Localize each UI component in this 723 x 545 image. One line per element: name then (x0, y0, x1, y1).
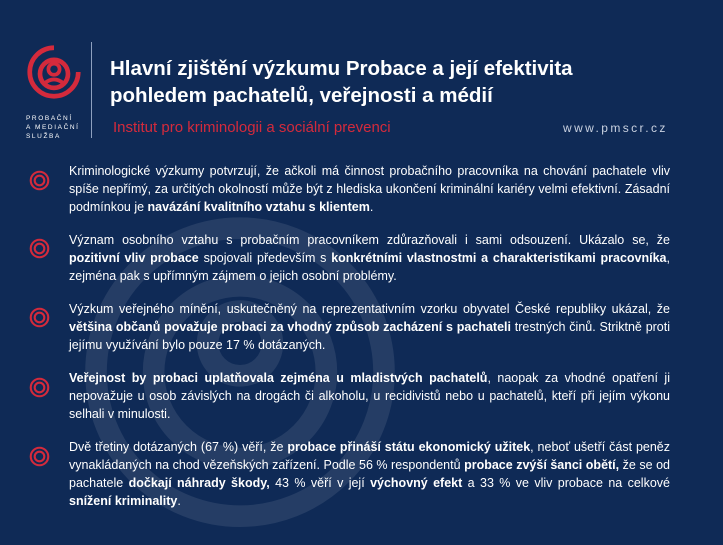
bullet-logo-icon (29, 446, 50, 467)
header-divider (91, 42, 92, 138)
finding-text: , zejména pak s upřímným zájmem o jejich osobní problémy. (69, 251, 670, 283)
finding-highlight: Veřejnost by probaci uplatňovala zejména u mladistvých pachatelů (69, 371, 488, 385)
finding-paragraph (69, 231, 670, 285)
institute-name: Institut pro kriminologii a sociální prevenci (113, 119, 391, 136)
finding-paragraph (69, 438, 670, 510)
finding-paragraph (69, 300, 670, 354)
logo-text: PROBAČNÍ A MEDIAČNÍ SLUŽBA (26, 115, 80, 140)
bullet-logo-icon (29, 170, 50, 191)
finding-text: . (369, 200, 374, 214)
finding-text: Výzkum veřejného mínění, uskutečněný na reprezentativním vzorku obyvatel České republiky ukázal, že (69, 302, 670, 316)
bullet-logo-icon (29, 307, 50, 328)
finding-paragraph (69, 162, 670, 216)
finding-text: , naopak za vhodné opatření ji nepovažuje u osob závislých na drogách či alkoholu, u recidivistů nebo u pachatelů, kteří při jejím výkonu selhali v minulosti. (69, 371, 670, 421)
finding-text: , neboť ušetří část peněz vynakládaných na chod vězeňských zařízení. Podle 56 % respondentů (69, 440, 671, 472)
finding-text: Kriminologické výzkumy potvrzují, že ačkoli má činnost probačního pracovníka na chování pachatele vliv spíše nepřímý, za určitých okolností může být z hlediska ukončení kriminální kariéry velmi efektivní. Zásadní podmínkou je (69, 164, 670, 214)
pms-logo-icon (26, 44, 82, 100)
finding-text: trestných činů. Striktně proti jejímu využívání bylo pouze 17 % dotázaných. (69, 320, 671, 352)
finding-text: Význam osobního vztahu s probačním pracovníkem zdůrazňovali i sami odsouzení. Ukázalo se, že (69, 233, 670, 247)
finding-highlight: probace zvýší šanci obětí, (464, 458, 620, 472)
bullet-logo-icon (29, 238, 50, 259)
finding-text: 43 % věří v její (269, 476, 371, 490)
finding-highlight: probace přináší státu ekonomický užitek (287, 440, 531, 454)
finding-text: . (177, 494, 181, 508)
page-title: Hlavní zjištění výzkumu Probace a její efektivita pohledem pachatelů, veřejnosti a médií (110, 57, 573, 107)
website-link[interactable]: www.pmscr.cz (563, 121, 668, 135)
finding-highlight: pozitivní vliv probace (69, 251, 199, 265)
finding-highlight: snížení kriminality (69, 494, 178, 508)
finding-highlight: dočkají náhrady škody, (128, 476, 270, 490)
finding-text: a 33 % ve vliv probace na celkové (462, 476, 670, 490)
finding-highlight: navázání kvalitního vztahu s klientem (147, 200, 370, 214)
finding-highlight: konkrétními vlastnostmi a charakteristikami pracovníka (331, 251, 667, 265)
finding-text: spojovali především s (198, 251, 332, 265)
bullet-logo-icon (29, 377, 50, 398)
finding-highlight: většina občanů považuje probaci za vhodný způsob zacházení s pachateli (69, 320, 511, 334)
finding-text: Dvě třetiny dotázaných (67 %) věří, že (69, 440, 288, 454)
finding-paragraph (69, 369, 670, 423)
finding-highlight: výchovný efekt (370, 476, 463, 490)
finding-text: že se od pachatele (69, 458, 670, 490)
